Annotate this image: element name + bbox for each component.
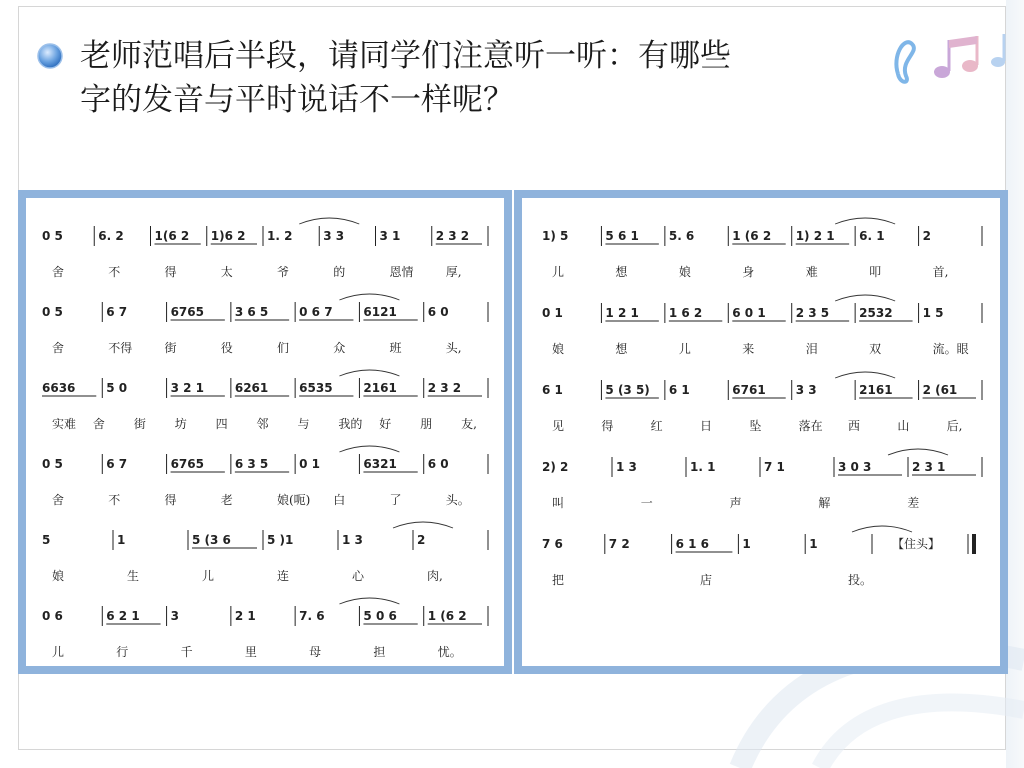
score-measure: 2) 2 — [542, 460, 569, 474]
score-measure: 0 5 — [42, 457, 63, 471]
lyric-text: 老 — [220, 493, 233, 507]
score-measure: 2 3 5 — [795, 306, 830, 320]
score-measure: 3 3 — [323, 229, 345, 243]
tie-arc — [393, 522, 453, 528]
lyric-text: 厚, — [445, 265, 462, 279]
lyric-text: 们 — [277, 341, 290, 355]
score-measure: 5 )1 — [267, 533, 294, 547]
lyric-text: 儿 — [552, 265, 565, 279]
lyric-text: 娘(呃) — [277, 493, 311, 507]
lyric-text: 一 — [640, 496, 653, 510]
end-mark: 【住头】 — [892, 537, 941, 551]
lyric-text: 肉, — [427, 569, 443, 583]
score-measure: 0 6 7 — [299, 305, 333, 319]
lyric-text: 娘 — [52, 569, 65, 583]
lyric-text: 街 — [164, 341, 177, 355]
score-measure: 6 0 — [427, 305, 449, 319]
score-measure: 6 1 — [542, 383, 563, 397]
lyric-text: 生 — [127, 569, 140, 583]
lyric-text: 儿 — [52, 645, 65, 659]
lyric-text: 众 — [333, 341, 346, 355]
score-measure: 3 — [170, 609, 179, 623]
score-measure: 6321 — [363, 457, 397, 471]
lyric-text: 与 — [297, 417, 310, 431]
lyric-text: 白 — [333, 493, 346, 507]
score-measure: 6 3 5 — [234, 457, 269, 471]
lyric-text: 坊 — [174, 417, 187, 431]
score-right-sheet — [522, 198, 1000, 666]
score-measure: 6 1 — [668, 383, 690, 397]
score-measure: 1 (6 2 — [732, 229, 772, 243]
score-measure: 5 (3 6 — [192, 533, 231, 547]
lyric-text: 首, — [932, 265, 949, 279]
score-measure: 3 2 1 — [170, 381, 204, 395]
score-measure: 1 3 — [342, 533, 363, 547]
lyric-text: 流。眼 — [932, 342, 969, 356]
score-measure: 1 — [742, 537, 751, 551]
score-measure: 6 2 1 — [106, 609, 140, 623]
score-measure: 1. 1 — [690, 460, 716, 474]
tie-arc — [339, 294, 399, 300]
lyric-text: 爷 — [277, 265, 290, 279]
lyric-text: 舍 — [52, 341, 65, 355]
prompt-line-2: 字的发音与平时说话不一样呢？ — [80, 82, 514, 118]
score-measure: 2 — [922, 229, 931, 243]
lyric-text: 街 — [133, 417, 146, 431]
score-measure: 6535 — [299, 381, 333, 395]
lyric-text: 担 — [373, 645, 386, 659]
score-measure: 5 — [42, 533, 51, 547]
tie-arc — [888, 449, 948, 455]
score-measure: 1 3 — [616, 460, 637, 474]
score-measure: 2 3 2 — [427, 381, 462, 395]
lyric-text: 身 — [742, 265, 755, 279]
tie-arc — [835, 295, 895, 301]
tie-arc — [835, 372, 895, 378]
lyric-text: 头。 — [445, 493, 470, 507]
score-measure: 3 1 — [379, 229, 401, 243]
score-measure: 1 (6 2 — [427, 609, 467, 623]
lyric-text: 心 — [352, 569, 365, 583]
lyric-text: 我的 — [338, 417, 363, 431]
score-measure: 2161 — [859, 383, 893, 397]
bullet-icon — [36, 42, 64, 70]
tie-arc — [852, 526, 912, 532]
score-measure: 1)6 2 — [210, 229, 246, 243]
score-measure: 2 3 2 — [435, 229, 470, 243]
lyric-text: 行 — [116, 645, 129, 659]
lyric-text: 不 — [108, 493, 121, 507]
score-measure: 1) 2 1 — [795, 229, 835, 243]
score-measure: 7 1 — [764, 460, 785, 474]
score-measure: 1) 5 — [542, 229, 569, 243]
lyric-text: 双 — [869, 342, 882, 356]
score-measure: 5 0 — [106, 381, 128, 395]
lyric-text: 红 — [650, 419, 663, 433]
score-measure: 0 1 — [542, 306, 563, 320]
lyric-text: 后, — [946, 419, 963, 433]
score-measure: 7. 6 — [299, 609, 325, 623]
lyric-text: 想 — [615, 342, 628, 356]
lyric-text: 头, — [445, 341, 462, 355]
score-measure: 6261 — [234, 381, 269, 395]
lyric-text: 好 — [379, 417, 392, 431]
lyric-text: 班 — [389, 341, 402, 355]
lyric-text: 娘 — [678, 265, 691, 279]
lyric-text: 连 — [277, 569, 290, 583]
lyric-text: 恩情 — [389, 265, 414, 279]
lyric-text: 把 — [552, 573, 565, 587]
score-measure: 2532 — [859, 306, 893, 320]
score-measure: 1 — [809, 537, 818, 551]
score-measure: 3 0 3 — [838, 460, 872, 474]
lyric-text: 母 — [309, 645, 322, 659]
lyric-text: 实难 — [52, 417, 77, 431]
score-measure: 1 — [117, 533, 126, 547]
lyric-text: 里 — [244, 645, 257, 659]
lyric-text: 山 — [897, 419, 910, 433]
score-panel-left — [18, 190, 512, 674]
lyric-text: 店 — [700, 573, 713, 587]
lyric-text: 得 — [164, 493, 177, 507]
tie-arc — [339, 598, 399, 604]
score-measure: 1 2 1 — [605, 306, 639, 320]
lyric-text: 西 — [848, 419, 861, 433]
lyric-text: 叩 — [869, 265, 882, 279]
lyric-text: 落在 — [798, 419, 823, 433]
lyric-text: 舍 — [52, 493, 65, 507]
lyric-text: 想 — [615, 265, 628, 279]
lyric-text: 坠 — [749, 419, 762, 433]
score-measure: 6. 1 — [859, 229, 885, 243]
lyric-text: 四 — [215, 417, 228, 431]
score-measure: 6 1 6 — [675, 537, 710, 551]
score-measure: 3 3 — [795, 383, 817, 397]
score-measure: 5. 6 — [668, 229, 695, 243]
lyric-text: 得 — [601, 419, 614, 433]
score-measure: 6765 — [170, 457, 204, 471]
score-measure: 6 7 — [106, 457, 128, 471]
lyric-text: 解 — [818, 496, 831, 510]
lyric-text: 朋 — [420, 417, 433, 431]
score-left-sheet — [26, 198, 504, 666]
lyric-text: 娘 — [552, 342, 565, 356]
lyric-text: 友, — [461, 417, 477, 431]
score-measure: 7 2 — [608, 537, 630, 551]
lyric-text: 难 — [805, 265, 818, 279]
prompt-line-1: 老师范唱后半段，请同学们注意听一听：有哪些 — [80, 38, 731, 74]
score-measure: 6. 2 — [98, 229, 124, 243]
lyric-text: 来 — [742, 342, 755, 356]
score-measure: 2161 — [363, 381, 397, 395]
lyric-text: 役 — [220, 341, 233, 355]
lyric-text: 叫 — [552, 496, 565, 510]
score-measure: 6 0 1 — [732, 306, 766, 320]
tie-arc — [339, 446, 399, 452]
score-measure: 6761 — [732, 383, 766, 397]
score-measure: 5 0 6 — [363, 609, 397, 623]
lyric-text: 投。 — [848, 573, 873, 587]
lyric-text: 的 — [333, 265, 346, 279]
score-measure: 3 6 5 — [234, 305, 269, 319]
lyric-text: 千 — [180, 645, 193, 659]
score-measure: 6 7 — [106, 305, 128, 319]
score-measure: 1. 2 — [267, 229, 293, 243]
lyric-text: 太 — [220, 265, 233, 279]
score-measure: 1 6 2 — [668, 306, 703, 320]
tie-arc — [299, 218, 359, 224]
score-measure: 2 — [417, 533, 426, 547]
tie-arc — [835, 218, 895, 224]
lyric-text: 不得 — [108, 341, 133, 355]
lyric-text: 邻 — [256, 417, 269, 431]
score-panel-right — [514, 190, 1008, 674]
lyric-text: 舍 — [52, 265, 65, 279]
score-measure: 0 1 — [299, 457, 321, 471]
score-measure: 5 6 1 — [605, 229, 639, 243]
score-measure: 1(6 2 — [154, 229, 190, 243]
music-notes-icon — [890, 26, 1010, 86]
score-measure: 6 0 — [427, 457, 449, 471]
lyric-text: 不 — [108, 265, 121, 279]
score-measure: 5 (3 5) — [605, 383, 650, 397]
lyric-text: 儿 — [202, 569, 215, 583]
tie-arc — [339, 370, 399, 376]
score-measure: 2 (61 — [922, 383, 958, 397]
score-measure: 0 5 — [42, 305, 63, 319]
lyric-text: 泪 — [805, 342, 818, 356]
score-measure: 6636 — [42, 381, 76, 395]
lyric-text: 忧。 — [437, 645, 462, 659]
score-measure: 2 1 — [234, 609, 256, 623]
lyric-text: 见 — [552, 419, 565, 433]
question-prompt — [36, 34, 886, 122]
lyric-text: 日 — [700, 419, 713, 433]
lyric-text: 了 — [389, 493, 402, 507]
score-measure: 1 5 — [922, 306, 944, 320]
score-measure: 6121 — [363, 305, 397, 319]
lyric-text: 声 — [729, 496, 742, 510]
score-measure: 7 6 — [542, 537, 563, 551]
score-measure: 0 5 — [42, 229, 63, 243]
lyric-text: 儿 — [678, 342, 691, 356]
score-measure: 2 3 1 — [912, 460, 946, 474]
lyric-text: 得 — [164, 265, 177, 279]
lyric-text: 差 — [907, 496, 920, 510]
score-measure: 6765 — [170, 305, 204, 319]
lyric-text: 舍 — [92, 417, 105, 431]
score-measure: 0 6 — [42, 609, 63, 623]
